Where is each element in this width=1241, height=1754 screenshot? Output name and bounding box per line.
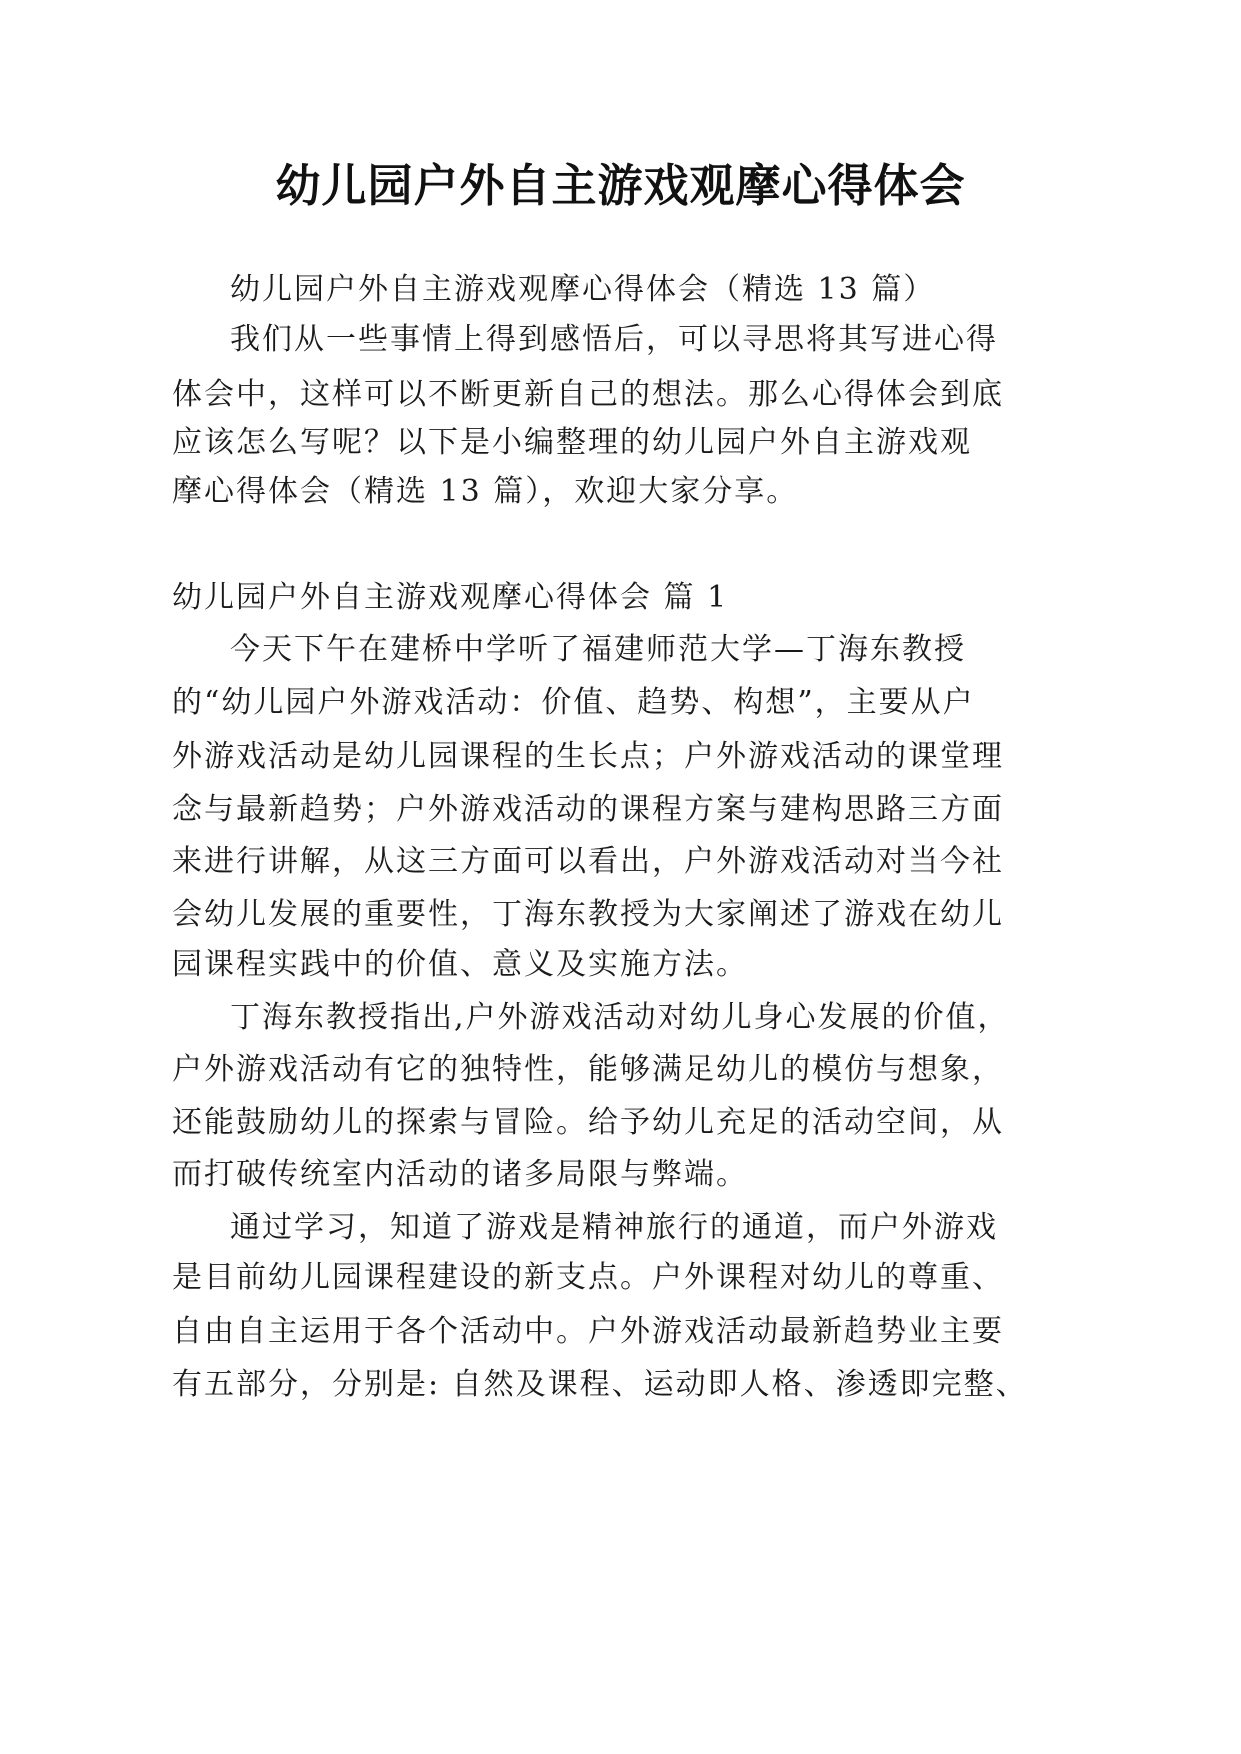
text-line: 我们从一些事情上得到感悟后，可以寻思将其写进心得 [230,322,998,357]
text-line: 外游戏活动是幼儿园课程的生长点；户外游戏活动的课堂理 [172,739,1004,774]
text-line: 会幼儿发展的重要性，丁海东教授为大家阐述了游戏在幼儿 [172,897,1004,932]
text-line: 而打破传统室内活动的诸多局限与弊端。 [172,1157,748,1192]
document-title: 幼儿园户外自主游戏观摩心得体会 [275,159,966,212]
text-line: 来进行讲解，从这三方面可以看出，户外游戏活动对当今社 [172,844,1004,879]
text-line: 幼儿园户外自主游戏观摩心得体会（精选 13 篇） [230,272,936,307]
text-line: 是目前幼儿园课程建设的新支点。户外课程对幼儿的尊重、 [172,1260,1004,1295]
text-line: 的“幼儿园户外游戏活动：价值、趋势、构想”，主要从户 [172,685,975,720]
text-line: 今天下午在建桥中学听了福建师范大学—丁海东教授 [230,632,966,667]
text-line: 应该怎么写呢？以下是小编整理的幼儿园户外自主游戏观 [172,425,972,460]
text-line: 户外游戏活动有它的独特性，能够满足幼儿的模仿与想象， [172,1052,1004,1087]
text-line: 念与最新趋势；户外游戏活动的课程方案与建构思路三方面 [172,792,1004,827]
text-line: 摩心得体会（精选 13 篇），欢迎大家分享。 [172,474,799,509]
text-line: 体会中，这样可以不断更新自己的想法。那么心得体会到底 [172,377,1004,412]
text-line: 自由自主运用于各个活动中。户外游戏活动最新趋势业主要 [172,1314,1004,1349]
text-line: 还能鼓励幼儿的探索与冒险。给予幼儿充足的活动空间，从 [172,1105,1004,1140]
text-line: 有五部分，分别是: 自然及课程、运动即人格、渗透即完整、 [172,1367,1028,1402]
text-line: 通过学习，知道了游戏是精神旅行的通道，而户外游戏 [230,1210,998,1245]
text-line: 园课程实践中的价值、意义及实施方法。 [172,947,748,982]
section-heading: 幼儿园户外自主游戏观摩心得体会 篇 1 [172,580,729,615]
text-line: 丁海东教授指出,户外游戏活动对幼儿身心发展的价值， [230,1000,1010,1035]
